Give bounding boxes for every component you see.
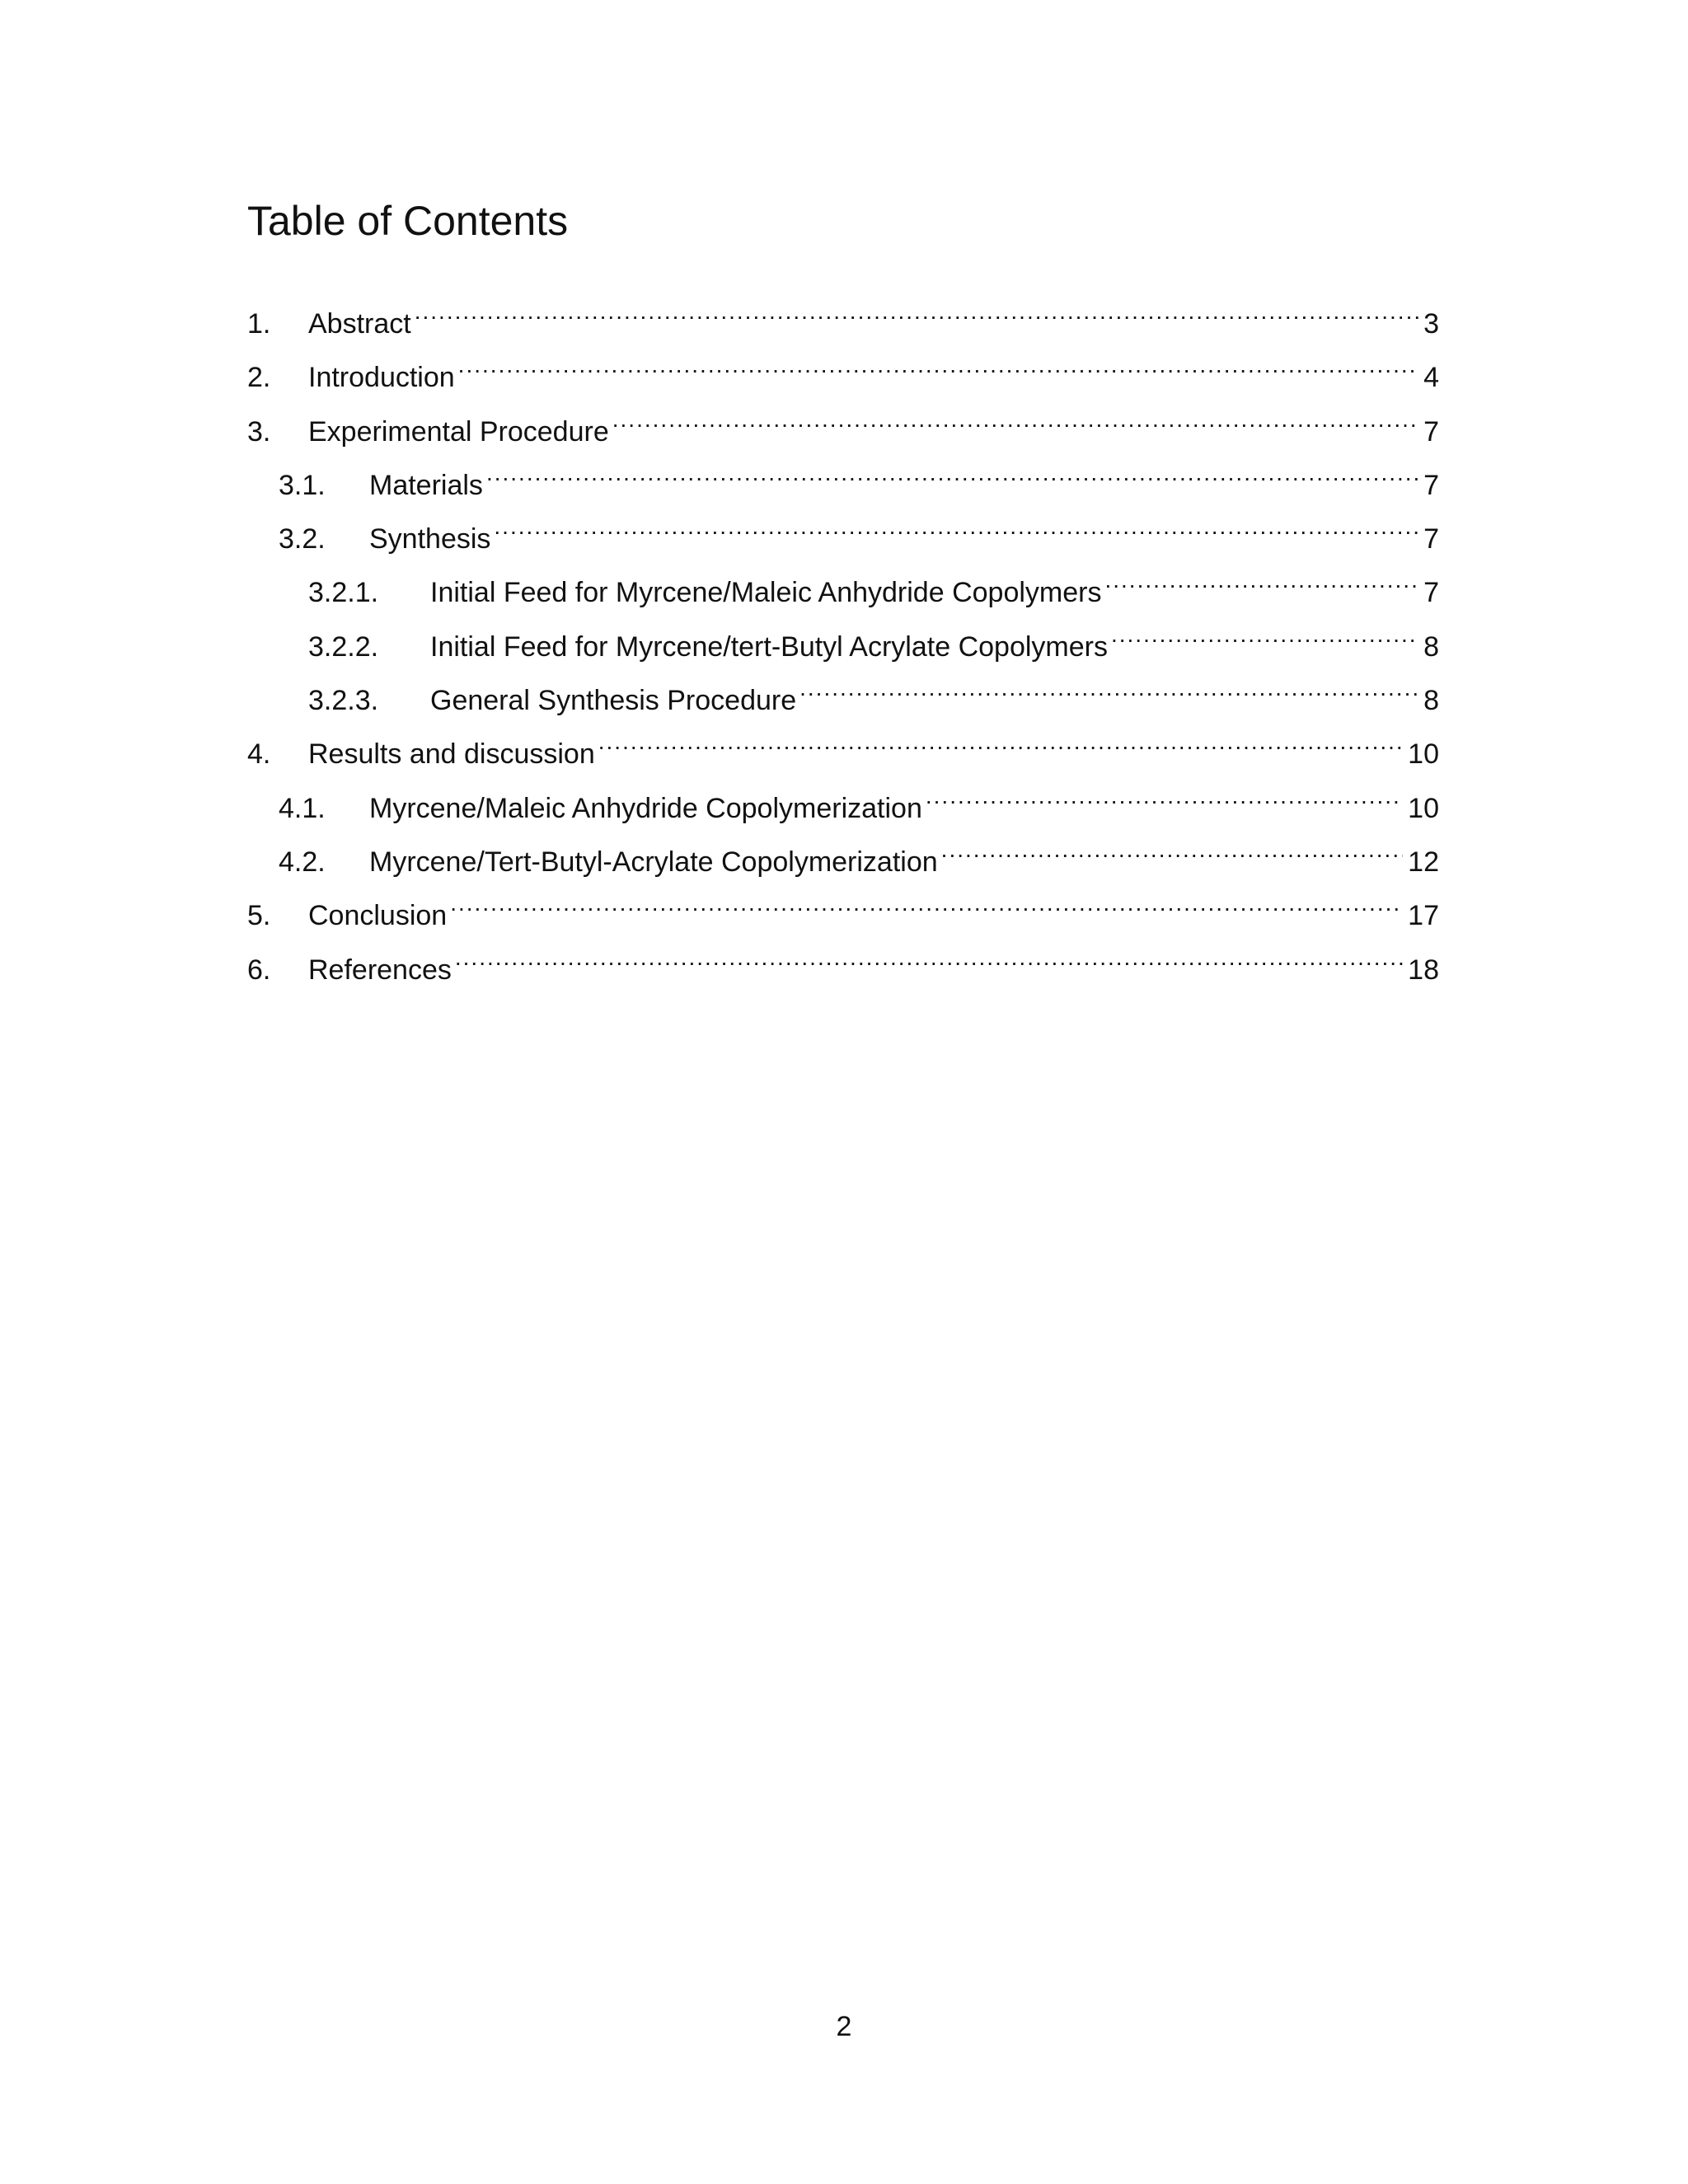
toc-entry[interactable]: [247, 337, 1439, 394]
toc-entry[interactable]: [247, 930, 1439, 986]
toc-entry-page[interactable]: 12: [1408, 846, 1439, 878]
toc-dot-leader: [941, 822, 1404, 871]
toc-dot-leader: [455, 930, 1403, 979]
toc-dot-leader: [799, 660, 1418, 710]
toc-entry-number: 4.1.: [279, 792, 326, 824]
toc-entry[interactable]: [247, 284, 1439, 340]
toc-list: [247, 284, 1439, 986]
toc-entry[interactable]: [247, 714, 1439, 771]
toc-entry-label[interactable]: Myrcene/Maleic Anhydride Copolymerization: [369, 792, 922, 824]
toc-entry[interactable]: [247, 660, 1439, 717]
toc-entry-number: 3.2.2.: [308, 630, 379, 663]
toc-entry-label[interactable]: Results and discussion: [308, 738, 595, 771]
toc-entry-label[interactable]: Materials: [369, 469, 483, 501]
toc-dot-leader: [494, 499, 1418, 548]
toc-entry-label[interactable]: References: [308, 954, 452, 986]
toc-entry[interactable]: [247, 875, 1439, 932]
toc-entry[interactable]: [247, 552, 1439, 609]
toc-entry-label[interactable]: Initial Feed for Myrcene/Maleic Anhydride Copolymers: [430, 577, 1102, 609]
toc-dot-leader: [450, 875, 1403, 925]
toc-entry-number: 3.2.3.: [308, 685, 379, 717]
toc-dot-leader: [612, 391, 1418, 441]
toc-entry-number: 6.: [247, 954, 271, 986]
toc-entry-label[interactable]: Conclusion: [308, 900, 448, 932]
toc-entry-page[interactable]: 8: [1423, 685, 1439, 717]
toc-entry-page[interactable]: 4: [1423, 362, 1439, 394]
toc-entry-number: 1.: [247, 308, 271, 340]
toc-entry[interactable]: [247, 768, 1439, 822]
toc-entry-label[interactable]: General Synthesis Procedure: [430, 685, 797, 717]
toc-entry-page[interactable]: 7: [1423, 577, 1439, 609]
toc-entry-number: 3.: [247, 415, 271, 448]
toc-entry-page[interactable]: 18: [1408, 954, 1439, 986]
toc-entry[interactable]: [247, 445, 1439, 499]
toc-entry-page[interactable]: 8: [1423, 630, 1439, 663]
toc-dot-leader: [926, 768, 1403, 818]
toc-entry-label[interactable]: Initial Feed for Myrcene/tert-Butyl Acrylate Copolymers: [430, 630, 1108, 663]
toc-entry[interactable]: [247, 499, 1439, 555]
toc-entry-number: 3.1.: [279, 469, 326, 501]
toc-dot-leader: [1104, 552, 1418, 602]
toc-entry-page[interactable]: 3: [1423, 308, 1439, 340]
toc-dot-leader: [1111, 607, 1418, 656]
toc-entry[interactable]: [247, 822, 1439, 878]
toc-dot-leader: [458, 337, 1418, 387]
page-number: 2: [836, 2011, 852, 2042]
toc-entry-page[interactable]: 7: [1423, 469, 1439, 501]
toc-entry-page[interactable]: 10: [1408, 738, 1439, 771]
toc-entry-number: 5.: [247, 900, 271, 932]
toc-entry-label[interactable]: Introduction: [308, 362, 455, 394]
toc-entry[interactable]: [247, 391, 1439, 448]
toc-entry-number: 2.: [247, 362, 271, 394]
toc-dot-leader: [598, 714, 1403, 763]
toc-entry-page[interactable]: 7: [1423, 523, 1439, 555]
toc-entry-number: 4.: [247, 738, 271, 771]
toc-entry-number: 4.2.: [279, 846, 326, 878]
toc-entry-label[interactable]: Abstract: [308, 308, 411, 340]
toc-entry-number: 3.2.1.: [308, 577, 379, 609]
toc-entry-page[interactable]: 17: [1408, 900, 1439, 932]
toc-dot-leader: [415, 284, 1418, 333]
toc-entry-page[interactable]: 10: [1408, 792, 1439, 824]
toc-entry-label[interactable]: Myrcene/Tert-Butyl-Acrylate Copolymerization: [369, 846, 938, 878]
toc-entry-number: 3.2.: [279, 523, 326, 555]
toc-heading: Table of Contents: [247, 198, 569, 244]
toc-dot-leader: [486, 445, 1418, 494]
toc-entry-label[interactable]: Experimental Procedure: [308, 415, 609, 448]
toc-entry-label[interactable]: Synthesis: [369, 523, 491, 555]
toc-entry-page[interactable]: 7: [1423, 415, 1439, 448]
toc-entry[interactable]: [247, 607, 1439, 663]
